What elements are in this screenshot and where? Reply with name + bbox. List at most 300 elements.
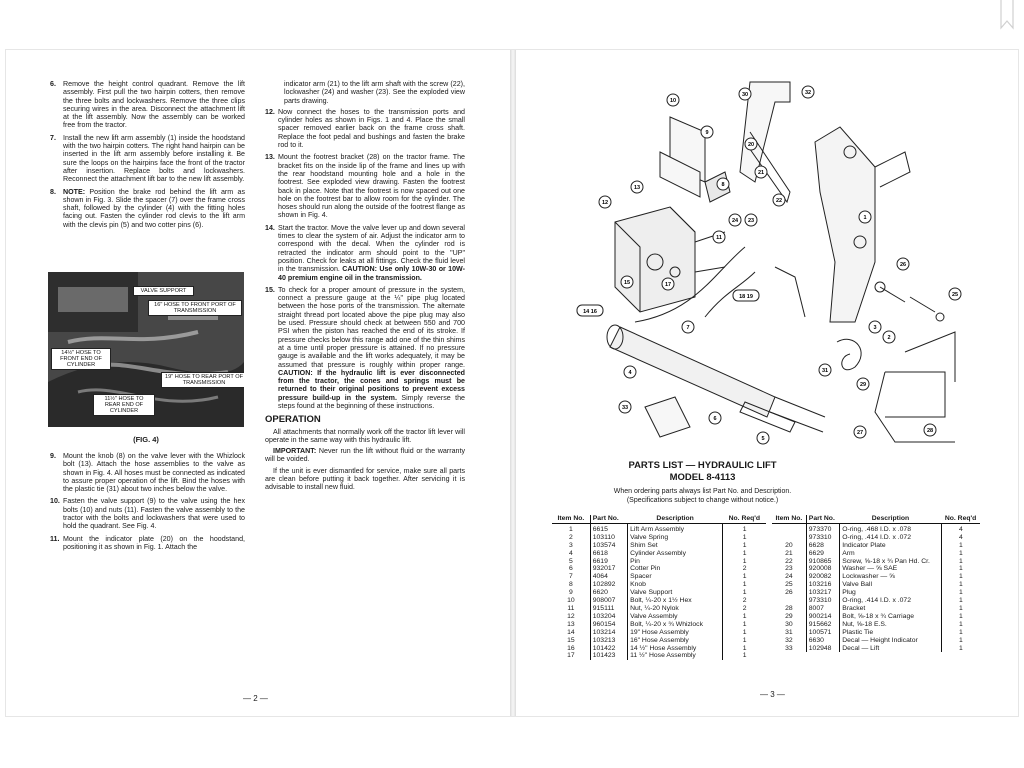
svg-text:27: 27 xyxy=(856,430,864,436)
svg-text:31: 31 xyxy=(821,368,829,374)
callout-3 xyxy=(869,321,881,333)
table-row xyxy=(772,565,980,573)
bookmark-icon[interactable] xyxy=(1000,0,1014,30)
qty-required: 4 xyxy=(958,533,963,541)
qty-required: 2 xyxy=(742,565,747,573)
step-text: Install the new lift arm assembly (1) inside the hoodstand with the two hairpin cotters. The right hand hairpin can be inserted in the lift arm assembly before installing it. Be sure the loops on the hairpins face the front of the tractor after insertion. Replace bolts and lockwashers. Reconnect the attachment lift bar to the new lift assembly. xyxy=(63,133,245,184)
callout-20 xyxy=(745,138,757,150)
description: O-ring, .414 I.D. x .072 xyxy=(840,597,941,605)
item-no: 31 xyxy=(772,629,806,637)
instruction-step xyxy=(265,108,465,149)
table-row xyxy=(552,605,766,613)
part-no: 6630 xyxy=(806,637,839,645)
callout-17 xyxy=(662,278,674,290)
description: Nut, ¼-20 Nylok xyxy=(628,605,723,613)
step-number: 8. xyxy=(50,187,56,196)
col-item-no: Item No. xyxy=(772,515,806,523)
description: Bolt, ¼-20 x 1½ Hex xyxy=(628,597,723,605)
label-hose-front-port: 16" HOSE TO FRONT PORT OF TRANSMISSION xyxy=(148,300,242,316)
table-row xyxy=(772,550,980,558)
table-row xyxy=(552,573,766,581)
part-no: 103110 xyxy=(590,534,627,542)
part-no: 6615 xyxy=(590,523,627,533)
item-no: 2 xyxy=(552,534,590,542)
svg-text:10: 10 xyxy=(669,98,677,104)
part-no: 103204 xyxy=(590,613,627,621)
part-no: 900214 xyxy=(806,613,839,621)
step-caution: CAUTION: If the hydraulic lift is ever disconnected from the tractor, the cones and springs must be returned to their original positions to prevent excess pressure build-up in the system. xyxy=(278,368,465,402)
qty-required: 1 xyxy=(742,549,747,557)
item-no: 5 xyxy=(552,558,590,566)
page-number-right: — 3 — xyxy=(760,690,785,699)
step-number: 7. xyxy=(50,133,56,142)
svg-text:21: 21 xyxy=(757,170,765,176)
callout-13 xyxy=(631,181,643,193)
qty-required: 1 xyxy=(958,549,963,557)
part-no: 6629 xyxy=(806,550,839,558)
table-row xyxy=(552,652,766,660)
table-row xyxy=(772,542,980,550)
table-row xyxy=(772,523,980,533)
qty-required: 1 xyxy=(958,573,963,581)
qty-required: 1 xyxy=(958,628,963,636)
description: Arm xyxy=(840,550,941,558)
item-no: 22 xyxy=(772,558,806,566)
table-row xyxy=(552,558,766,566)
item-no: 14 xyxy=(552,629,590,637)
part-no: 4064 xyxy=(590,573,627,581)
table-row xyxy=(552,565,766,573)
qty-required: 1 xyxy=(742,636,747,644)
item-no: 15 xyxy=(552,637,590,645)
svg-text:29: 29 xyxy=(859,382,867,388)
table-row xyxy=(772,645,980,653)
description: 16" Hose Assembly xyxy=(628,637,723,645)
instruction-step xyxy=(265,224,465,282)
part-no: 102892 xyxy=(590,581,627,589)
table-row xyxy=(772,637,980,645)
callout-21 xyxy=(755,166,767,178)
table-row xyxy=(772,613,980,621)
step-number: 14. xyxy=(265,223,275,232)
table-row xyxy=(552,629,766,637)
col-description: Description xyxy=(628,515,723,523)
instruction-step xyxy=(50,452,245,493)
qty-required: 1 xyxy=(958,636,963,644)
step-number: 6. xyxy=(50,80,56,88)
part-no: 6618 xyxy=(590,550,627,558)
part-no: 6620 xyxy=(590,589,627,597)
instruction-step xyxy=(50,497,245,530)
instruction-step xyxy=(50,188,245,229)
qty-required: 1 xyxy=(742,652,747,660)
step-text: Mount the indicator plate (20) on the hoodstand, positioning it as shown in Fig. 1. Attach the xyxy=(63,534,245,551)
instruction-step xyxy=(50,535,245,552)
item-no: 10 xyxy=(552,597,590,605)
table-row xyxy=(772,597,980,605)
svg-text:22: 22 xyxy=(775,198,783,204)
description: Valve Support xyxy=(628,589,723,597)
step-number: 10. xyxy=(50,497,60,506)
item-no: 33 xyxy=(772,645,806,653)
important-label: IMPORTANT: xyxy=(273,447,317,456)
qty-required: 1 xyxy=(958,565,963,573)
item-no: 1 xyxy=(552,523,590,533)
description: O-ring, .414 I.D. x .072 xyxy=(840,534,941,542)
qty-required: 1 xyxy=(742,541,747,549)
item-no xyxy=(772,534,806,542)
svg-text:4: 4 xyxy=(628,370,632,376)
description: Indicator Plate xyxy=(840,542,941,550)
description: Plastic Tie xyxy=(840,629,941,637)
qty-required: 1 xyxy=(958,604,963,612)
svg-text:25: 25 xyxy=(951,292,959,298)
item-no: 20 xyxy=(772,542,806,550)
description: 14 ½" Hose Assembly xyxy=(628,645,723,653)
callout-28 xyxy=(924,424,936,436)
qty-required: 1 xyxy=(742,644,747,652)
callout-18-19 xyxy=(733,290,759,301)
label-valve-support: VALVE SUPPORT xyxy=(133,286,194,296)
step-text: Fasten the valve support (9) to the valve using the hex bolts (10) and nuts (11). Fasten the valve assembly to the tractor with the bolts and lockwashers that were used to hold the quadrant. See Fig. 4. xyxy=(63,497,245,531)
step-text: Mount the knob (8) on the valve lever with the Whizlock bolt (13). Attach the hose assemblies to the valve as shown in Fig. 4. All hoses must be connected as indicated to assure proper operation of the lift. Bind the hoses with the plastic tie (31) about two inches below the valve. xyxy=(63,452,245,494)
item-no: 4 xyxy=(552,550,590,558)
callout-1 xyxy=(859,211,871,223)
description: Cotter Pin xyxy=(628,565,723,573)
callout-9 xyxy=(701,126,713,138)
svg-text:24: 24 xyxy=(731,218,739,224)
label-hose-rear-end: 11½" HOSE TO REAR END OF CYLINDER xyxy=(93,394,155,416)
item-no: 25 xyxy=(772,581,806,589)
svg-text:3: 3 xyxy=(873,325,877,331)
part-no: 100571 xyxy=(806,629,839,637)
description: Decal — Height Indicator xyxy=(840,637,941,645)
fig4-caption: (FIG. 4) xyxy=(133,435,159,444)
part-no: 102948 xyxy=(806,645,839,653)
description: Shim Set xyxy=(628,542,723,550)
col-req: No. Req'd xyxy=(723,515,766,523)
description: O-ring, .468 I.D. x .078 xyxy=(840,523,941,533)
col-item-no: Item No. xyxy=(552,515,590,523)
svg-text:14 16: 14 16 xyxy=(583,309,597,315)
table-row xyxy=(552,637,766,645)
qty-required: 1 xyxy=(958,612,963,620)
callout-30 xyxy=(739,88,751,100)
table-row xyxy=(552,581,766,589)
description: 19" Hose Assembly xyxy=(628,629,723,637)
item-no: 17 xyxy=(552,652,590,660)
callout-15 xyxy=(621,276,633,288)
table-row xyxy=(552,542,766,550)
col-part-no: Part No. xyxy=(590,515,627,523)
part-no: 101422 xyxy=(590,645,627,653)
description: Washer — ⅝ SAE xyxy=(840,565,941,573)
left-column-steps-after xyxy=(50,452,245,555)
callout-6 xyxy=(709,412,721,424)
item-no: 6 xyxy=(552,565,590,573)
step-text: Now connect the hoses to the transmission ports and cylinder holes as shown in Figs. 1 and 4. Place the small spacer removed earlier back on the frame cross shaft. Replace the foot pedal and bushings and fasten the brake rod to it. xyxy=(278,107,465,150)
description: Bolt, ¼-20 x ¾ Whizlock xyxy=(628,621,723,629)
description: Bracket xyxy=(840,605,941,613)
operation-text: Never run the lift without fluid or the warranty will be voided. xyxy=(265,447,465,464)
table-row xyxy=(552,550,766,558)
qty-required: 1 xyxy=(742,573,747,581)
part-no: 101423 xyxy=(590,652,627,660)
item-no: 11 xyxy=(552,605,590,613)
item-no xyxy=(772,523,806,533)
table-row xyxy=(772,605,980,613)
table-row xyxy=(772,558,980,566)
qty-required: 1 xyxy=(958,620,963,628)
part-no: 915662 xyxy=(806,621,839,629)
callout-8 xyxy=(717,178,729,190)
table-row xyxy=(772,534,980,542)
step-text: Position the brake rod behind the lift arm as shown in Fig. 3. Slide the spacer (7) over the frame cross shaft, followed by the cylinder (4) with the fitting holes facing out. Fasten the cylinder rod clevis to the lift arm with the clevis pin (5) and two cotter pins (6). xyxy=(63,187,245,229)
description: Lift Arm Assembly xyxy=(628,523,723,533)
svg-text:7: 7 xyxy=(686,325,690,331)
item-no: 32 xyxy=(772,637,806,645)
part-no: 6619 xyxy=(590,558,627,566)
qty-required: 2 xyxy=(742,597,747,605)
svg-text:2: 2 xyxy=(887,335,891,341)
part-no: 8007 xyxy=(806,605,839,613)
callout-4 xyxy=(624,366,636,378)
step-number: 9. xyxy=(50,452,56,460)
step-text-after: Simply reverse the steps found at the beginning of these instructions. xyxy=(278,393,465,410)
table-row xyxy=(772,573,980,581)
part-no: 973310 xyxy=(806,597,839,605)
item-no: 30 xyxy=(772,621,806,629)
parts-note-line2: (Specifications subject to change without notice.) xyxy=(626,497,779,504)
col-part-no: Part No. xyxy=(806,515,839,523)
qty-required: 1 xyxy=(958,557,963,565)
table-row xyxy=(772,621,980,629)
col-req: No. Req'd xyxy=(941,515,980,523)
exploded-parts-diagram xyxy=(575,72,975,460)
callout-2 xyxy=(883,331,895,343)
svg-text:18 19: 18 19 xyxy=(739,294,753,300)
callout-26 xyxy=(897,258,909,270)
step-text: To check for a proper amount of pressure in the system, connect a pressure gauge at the ¼" pipe plug located between the hose ports of the transmission. The alternate straight thread port located above the pipe plug may also be used. Pressure should check at between 550 and 700 PSI when the piston has reached the end of its stroke. If pressure checks below this range add one of the thin shims at a time until proper pressure is attained. If no pressure gauge is available and the lift works adequately, it may be assumed that pressure is roughly within proper range. xyxy=(278,285,465,369)
item-no: 13 xyxy=(552,621,590,629)
operation-paragraph xyxy=(265,447,465,464)
step-text: Start the tractor. Move the valve lever up and down several times to clear the system of air. Adjust the indicator arm to correspond with the decal. When the cylinder rod is retracted the indicator arm should point to the "UP" position. Check for leaks at all fittings. Check the fluid level in the transmission. xyxy=(278,223,465,274)
table-row xyxy=(552,589,766,597)
description: Valve Ball xyxy=(840,581,941,589)
fig4-photo xyxy=(48,272,244,427)
col-description: Description xyxy=(840,515,941,523)
qty-required: 1 xyxy=(958,644,963,652)
qty-required: 2 xyxy=(742,604,747,612)
instruction-step xyxy=(265,153,465,219)
description: Nut, ⅝-18 E.S. xyxy=(840,621,941,629)
intro-paragraph: indicator arm (21) to the lift arm shaft with the screw (22), lockwasher (24) and washer (23). See the exploded view parts drawing. xyxy=(284,80,465,105)
item-no: 29 xyxy=(772,613,806,621)
part-no: 920082 xyxy=(806,573,839,581)
svg-text:23: 23 xyxy=(747,218,755,224)
table-row xyxy=(552,597,766,605)
description: Lockwasher — ⅝ xyxy=(840,573,941,581)
part-no: 103216 xyxy=(806,581,839,589)
description: 11 ½" Hose Assembly xyxy=(628,652,723,660)
svg-text:28: 28 xyxy=(926,428,934,434)
step-text: Mount the footrest bracket (28) on the tractor frame. The bracket fits on the inside lip of the frame and lines up with the rear hoodstand mounting hole and a hole in the footrest. See exploded view drawing. Fasten the footrest back in place. Note that the footrest is now spaced out one hole on the footrest bar to allow room for the cylinder. The hoses should run along the outside of the footrest flange as shown in Fig. 4. xyxy=(278,153,465,220)
parts-list-note xyxy=(575,487,830,505)
callout-12 xyxy=(599,196,611,208)
part-no: 910865 xyxy=(806,558,839,566)
label-hose-rear-port: 19" HOSE TO REAR PORT OF TRANSMISSION xyxy=(161,372,244,388)
qty-required: 4 xyxy=(958,525,963,533)
part-no: 973310 xyxy=(806,534,839,542)
item-no: 26 xyxy=(772,589,806,597)
left-column-steps xyxy=(50,80,245,233)
description: Decal — Lift xyxy=(840,645,941,653)
svg-text:9: 9 xyxy=(705,130,709,136)
step-note-label: NOTE: xyxy=(63,187,86,196)
description: Spacer xyxy=(628,573,723,581)
svg-text:12: 12 xyxy=(601,200,609,206)
callout-10 xyxy=(667,94,679,106)
description: Knob xyxy=(628,581,723,589)
callout-22 xyxy=(773,194,785,206)
svg-text:32: 32 xyxy=(804,90,812,96)
svg-text:20: 20 xyxy=(747,142,755,148)
svg-text:15: 15 xyxy=(623,280,631,286)
qty-required: 1 xyxy=(958,581,963,589)
svg-text:11: 11 xyxy=(716,235,722,241)
table-row xyxy=(552,523,766,533)
step-text: Remove the height control quadrant. Remove the lift assembly. First pull the two hairpin cotters, then remove the three bolts and lockwashers. Remove the three clips securing wires in the area. Disconnect the attachment lift at the lift assembly. Now the assembly can be worked free from the tractor. xyxy=(63,80,245,130)
table-row xyxy=(552,621,766,629)
callout-14-16 xyxy=(577,305,603,316)
item-no: 21 xyxy=(772,550,806,558)
operation-paragraph xyxy=(265,467,465,492)
item-no: 9 xyxy=(552,589,590,597)
table-row xyxy=(772,581,980,589)
instruction-step xyxy=(50,80,245,130)
item-no: 3 xyxy=(552,542,590,550)
part-no: 103217 xyxy=(806,589,839,597)
item-no: 23 xyxy=(772,565,806,573)
qty-required: 1 xyxy=(958,589,963,597)
qty-required: 1 xyxy=(958,541,963,549)
qty-required: 1 xyxy=(742,612,747,620)
table-row xyxy=(772,589,980,597)
item-no: 8 xyxy=(552,581,590,589)
part-no: 915111 xyxy=(590,605,627,613)
qty-required: 1 xyxy=(742,589,747,597)
part-no: 103574 xyxy=(590,542,627,550)
step-number: 15. xyxy=(265,285,275,294)
description: Pin xyxy=(628,558,723,566)
parts-note-line1: When ordering parts always list Part No. and Description. xyxy=(613,488,792,495)
table-row xyxy=(552,613,766,621)
callout-24 xyxy=(729,214,741,226)
operation-text: If the unit is ever dismantled for service, make sure all parts are clean before putting it back together. After servicing it is advisable to install new fluid. xyxy=(265,466,465,492)
parts-list-title-line1: PARTS LIST — HYDRAULIC LIFT xyxy=(628,460,777,471)
table-row xyxy=(772,629,980,637)
step-number: 12. xyxy=(265,107,275,116)
item-no: 12 xyxy=(552,613,590,621)
description: Bolt, ⅝-18 x ¾ Carriage xyxy=(840,613,941,621)
description: Screw, ⅝-18 x ¾ Pan Hd. Cr. xyxy=(840,558,941,566)
step-number: 13. xyxy=(265,153,275,162)
svg-text:30: 30 xyxy=(741,92,749,98)
callout-29 xyxy=(857,378,869,390)
qty-required: 1 xyxy=(742,557,747,565)
callout-32 xyxy=(802,86,814,98)
qty-required: 1 xyxy=(742,581,747,589)
parts-table-left xyxy=(552,515,766,660)
parts-list-title xyxy=(575,460,830,484)
callout-7 xyxy=(682,321,694,333)
description: Valve Assembly xyxy=(628,613,723,621)
part-no: 103213 xyxy=(590,637,627,645)
item-no: 24 xyxy=(772,573,806,581)
part-no: 973370 xyxy=(806,523,839,533)
instruction-step xyxy=(265,286,465,410)
part-no: 908007 xyxy=(590,597,627,605)
part-no: 932017 xyxy=(590,565,627,573)
callout-5 xyxy=(757,432,769,444)
qty-required: 1 xyxy=(958,597,963,605)
table-row xyxy=(552,534,766,542)
qty-required: 1 xyxy=(742,628,747,636)
page-number-left: — 2 — xyxy=(243,694,268,703)
callout-27 xyxy=(854,426,866,438)
part-no: 6628 xyxy=(806,542,839,550)
callout-25 xyxy=(949,288,961,300)
part-no: 103214 xyxy=(590,629,627,637)
label-hose-front-end: 14½" HOSE TO FRONT END OF CYLINDER xyxy=(51,348,111,370)
operation-heading: OPERATION xyxy=(265,414,321,426)
svg-text:13: 13 xyxy=(633,185,641,191)
description: Valve Spring xyxy=(628,534,723,542)
qty-required: 1 xyxy=(742,533,747,541)
description: Plug xyxy=(840,589,941,597)
part-no: 920008 xyxy=(806,565,839,573)
svg-text:26: 26 xyxy=(899,262,907,268)
qty-required: 1 xyxy=(742,620,747,628)
instruction-step xyxy=(50,134,245,184)
item-no: 28 xyxy=(772,605,806,613)
item-no: 16 xyxy=(552,645,590,653)
callout-11 xyxy=(713,231,725,243)
qty-required: 1 xyxy=(742,525,747,533)
operation-paragraph xyxy=(265,428,465,445)
parts-list-title-line2: MODEL 8-4113 xyxy=(669,472,736,483)
description: Cylinder Assembly xyxy=(628,550,723,558)
svg-text:1: 1 xyxy=(863,215,867,221)
callout-31 xyxy=(819,364,831,376)
svg-text:17: 17 xyxy=(664,282,672,288)
part-no: 960154 xyxy=(590,621,627,629)
item-no: 7 xyxy=(552,573,590,581)
svg-text:33: 33 xyxy=(621,405,629,411)
operation-text: All attachments that normally work off the tractor lift lever will operate in the same way with this hydraulic lift. xyxy=(265,427,465,444)
step-caution: CAUTION: Use only 10W-30 or 10W-40 premium engine oil in the transmission. xyxy=(278,265,465,282)
svg-text:5: 5 xyxy=(761,436,765,442)
callout-33 xyxy=(619,401,631,413)
item-no xyxy=(772,597,806,605)
page-gutter xyxy=(510,50,516,716)
svg-text:6: 6 xyxy=(713,416,717,422)
svg-text:8: 8 xyxy=(721,182,725,188)
step-number: 11. xyxy=(50,534,60,543)
right-column-steps xyxy=(265,80,465,495)
parts-table-right xyxy=(772,515,980,652)
callout-23 xyxy=(745,214,757,226)
